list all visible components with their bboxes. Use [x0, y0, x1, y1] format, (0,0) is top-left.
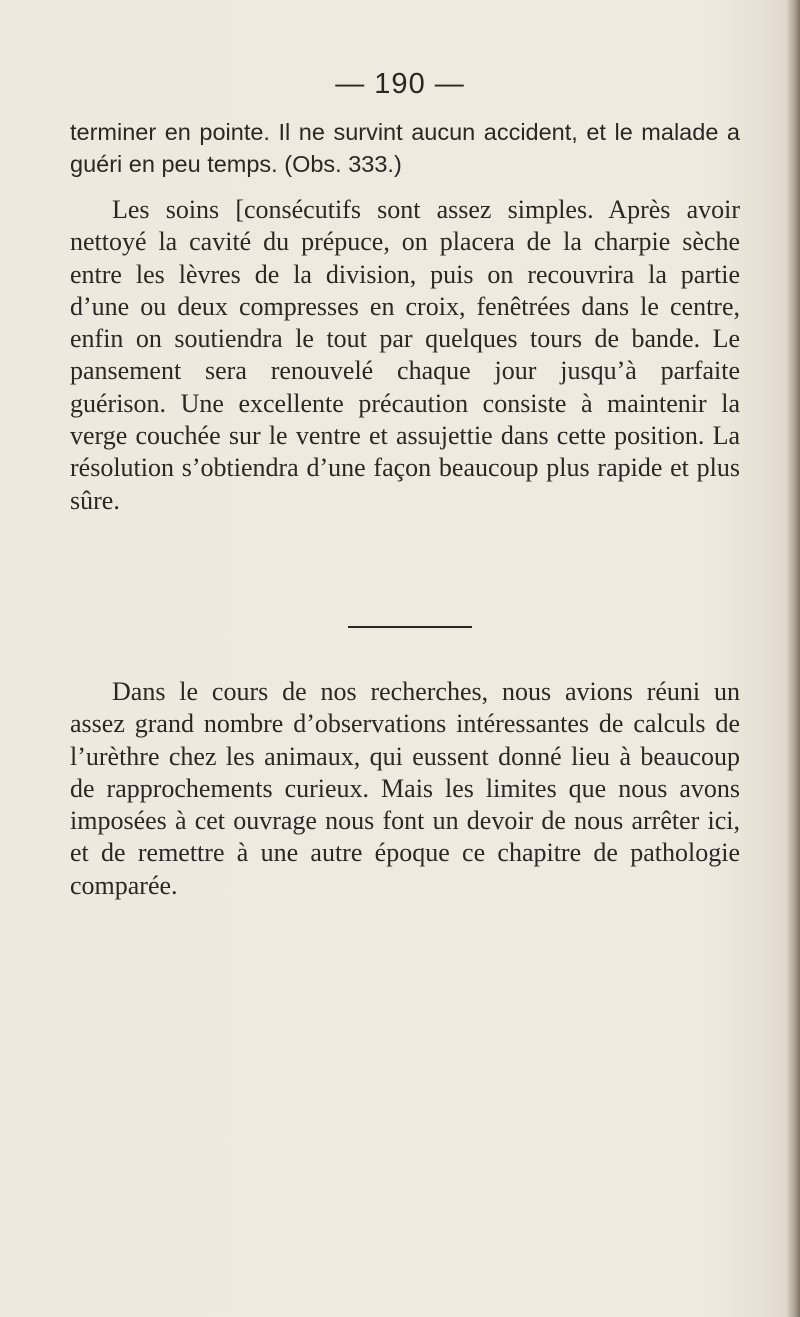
- page-number: — 190 —: [335, 68, 465, 100]
- section-divider: [348, 626, 472, 628]
- page-edge-shadow: [786, 0, 800, 1317]
- paragraph-care: Les soins [consécutifs sont assez simples. Après avoir nettoyé la cavité du prépuce, on placera de la charpie sèche entre les lèvres de la division, puis on recouvrira la partie d’une ou deux compresses en croix, fenêtrées dans le centre, enfin on soutiendra le tout par quelques tours de bande. Le pansement sera renouvelé chaque jour jusqu’à parfaite guérison. Une excellente précaution consiste à maintenir la verge couchée sur le ventre et assujettie dans cette position. La résolution s’obtiendra d’une façon beaucoup plus rapide et plus sûre.: [70, 195, 740, 515]
- intro-paragraph: terminer en pointe. Il ne survint aucun accident, et le malade a guéri en peu temps. (Obs. 333.): [70, 119, 740, 177]
- paragraph-conclusion: Dans le cours de nos recherches, nous avions réuni un assez grand nombre d’observations intéressantes de calculs de l’urèthre chez les animaux, qui eussent donné lieu à beaucoup de rapprochements curieux. Mais les limites que nous avons imposées à cet ouvrage nous font un devoir de nous arrêter ici, et de remettre à une autre époque ce chapitre de pathologie comparée.: [70, 677, 740, 900]
